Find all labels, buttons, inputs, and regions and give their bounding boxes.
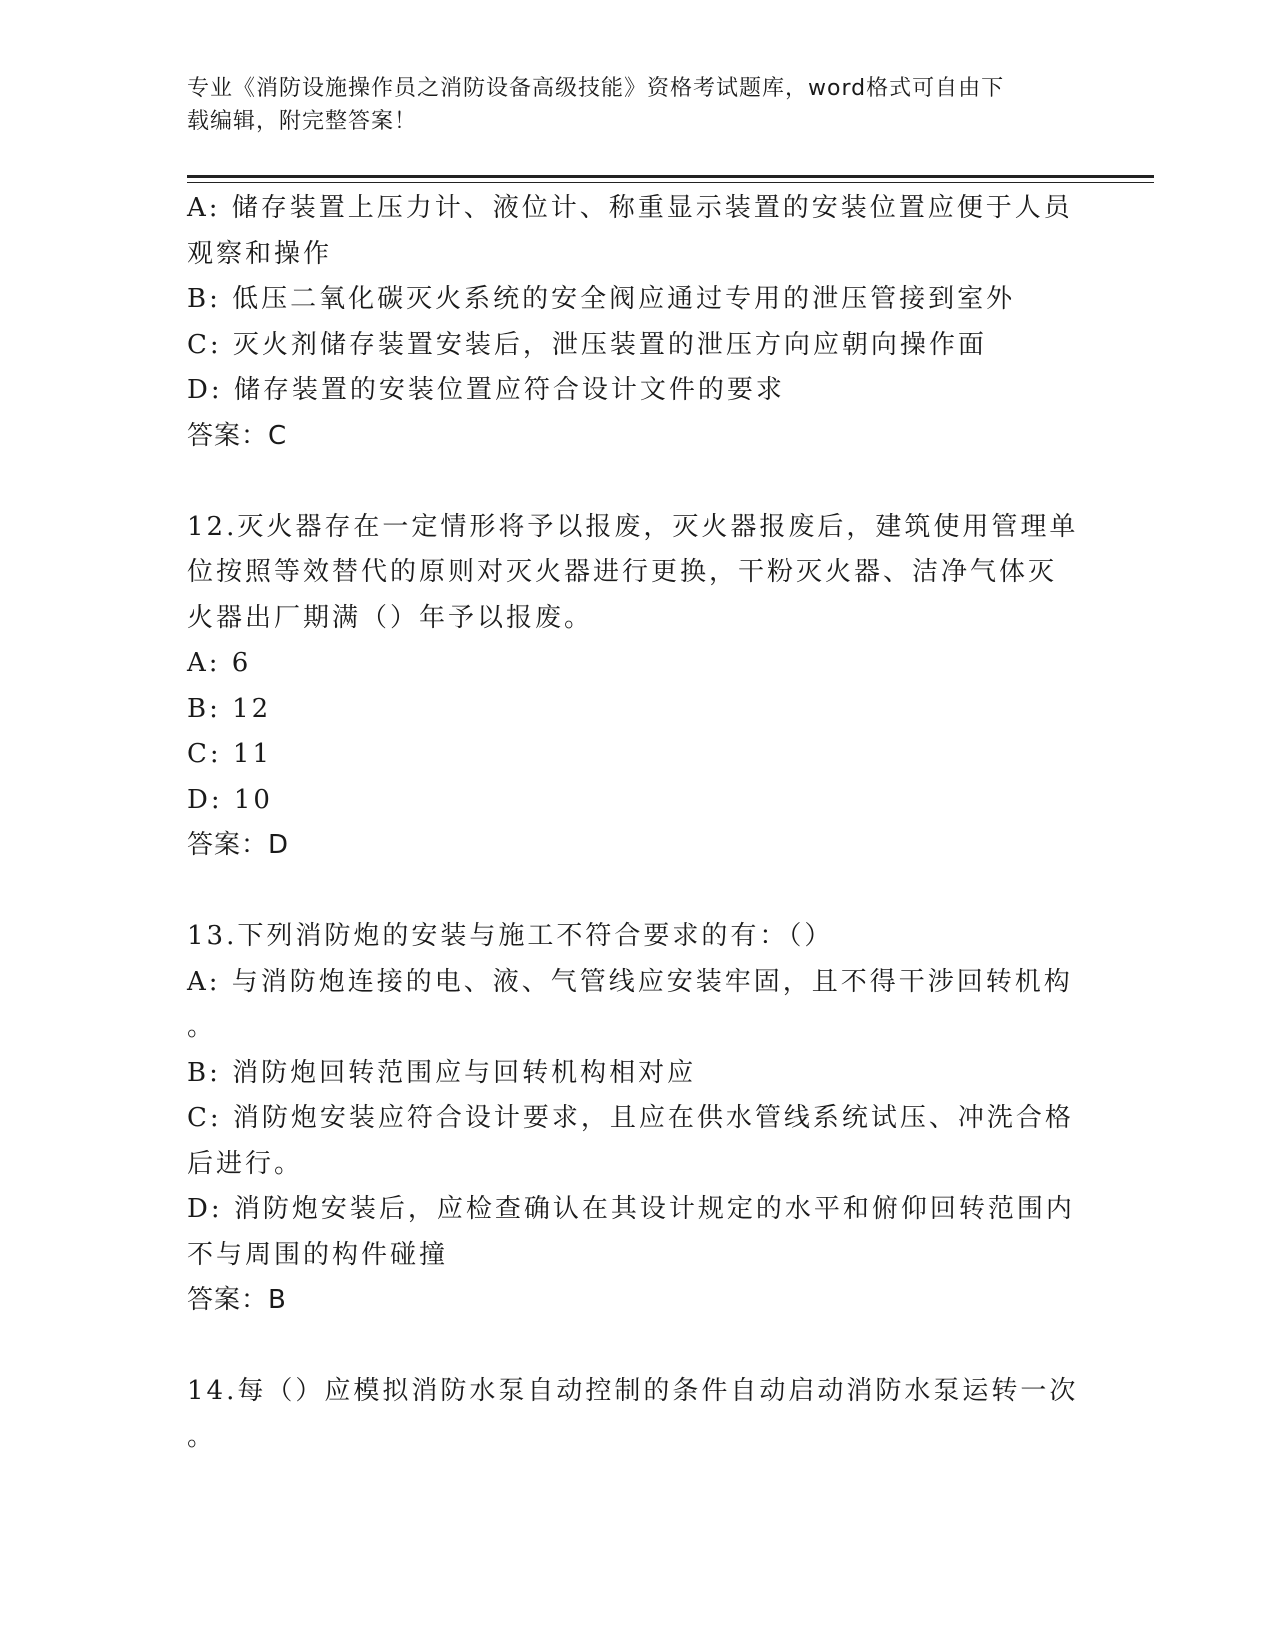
option-text: C: 消防炮安装应符合设计要求，且应在供水管线系统试压、冲洗合格 bbox=[187, 1103, 1074, 1133]
option-a bbox=[187, 186, 1087, 277]
question-text: 12.灭火器存在一定情形将予以报废，灭火器报废后，建筑使用管理单 bbox=[187, 511, 1079, 542]
option-text: C: 灭火剂储存装置安装后，泄压装置的泄压方向应朝向操作面 bbox=[187, 329, 987, 360]
option-b bbox=[187, 277, 1087, 323]
option-c: C: 11 bbox=[187, 739, 273, 769]
option-b bbox=[187, 1051, 1087, 1097]
option-text: B: 低压二氧化碳灭火系统的安全阀应通过专用的泄压管接到室外 bbox=[187, 284, 1016, 314]
option-text: B: 消防炮回转范围应与回转机构相对应 bbox=[187, 1057, 697, 1088]
question-block bbox=[187, 505, 1087, 869]
question-text: 13.下列消防炮的安装与施工不符合要求的有：（） bbox=[187, 921, 834, 951]
question-text: 火器出厂期满（）年予以报废。 bbox=[187, 602, 594, 633]
option-text: A: 与消防炮连接的电、液、气管线应安装牢固，且不得干涉回转机构 bbox=[187, 966, 1073, 997]
spacer bbox=[187, 459, 1087, 505]
header-rule-thick bbox=[187, 175, 1154, 178]
option-b: B: 12 bbox=[187, 693, 272, 724]
question-block bbox=[187, 186, 1087, 459]
option-text: D: 储存装置的安装位置应符合设计文件的要求 bbox=[187, 375, 785, 405]
question-text: 。 bbox=[187, 1421, 217, 1452]
spacer bbox=[187, 869, 1087, 915]
header-line: 专业《消防设施操作员之消防设备高级技能》资格考试题库，word格式可自由下 bbox=[187, 76, 1005, 101]
spacer bbox=[187, 1324, 1087, 1370]
option-text: 。 bbox=[187, 1012, 217, 1042]
option-text: 不与周围的构件碰撞 bbox=[187, 1239, 449, 1270]
document-header bbox=[187, 72, 1067, 138]
option-d bbox=[187, 368, 1087, 414]
option-d: D: 10 bbox=[187, 784, 273, 815]
option-text: 观察和操作 bbox=[187, 238, 333, 269]
header-rule-thin bbox=[187, 182, 1154, 183]
answer-text: 答案：D bbox=[187, 830, 290, 860]
option-text: A: 储存装置上压力计、液位计、称重显示装置的安装位置应便于人员 bbox=[187, 193, 1073, 223]
question-text: 位按照等效替代的原则对灭火器进行更换，干粉灭火器、洁净气体灭 bbox=[187, 557, 1058, 587]
answer-text: 答案：C bbox=[187, 420, 288, 451]
option-c bbox=[187, 323, 1087, 369]
question-block bbox=[187, 1369, 1087, 1460]
header-line: 载编辑，附完整答案！ bbox=[187, 109, 418, 134]
option-c bbox=[187, 1096, 1087, 1187]
question-block bbox=[187, 914, 1087, 1324]
option-a bbox=[187, 960, 1087, 1051]
question-list bbox=[187, 186, 1087, 1460]
option-d bbox=[187, 1187, 1087, 1278]
option-text: 后进行。 bbox=[187, 1148, 304, 1179]
question-text: 14.每（）应模拟消防水泵自动控制的条件自动启动消防水泵运转一次 bbox=[187, 1376, 1079, 1406]
option-a: A: 6 bbox=[187, 648, 252, 678]
answer-text: 答案：B bbox=[187, 1285, 287, 1315]
question-stem bbox=[187, 505, 1087, 642]
option-text: D: 消防炮安装后，应检查确认在其设计规定的水平和俯仰回转范围内 bbox=[187, 1194, 1075, 1224]
